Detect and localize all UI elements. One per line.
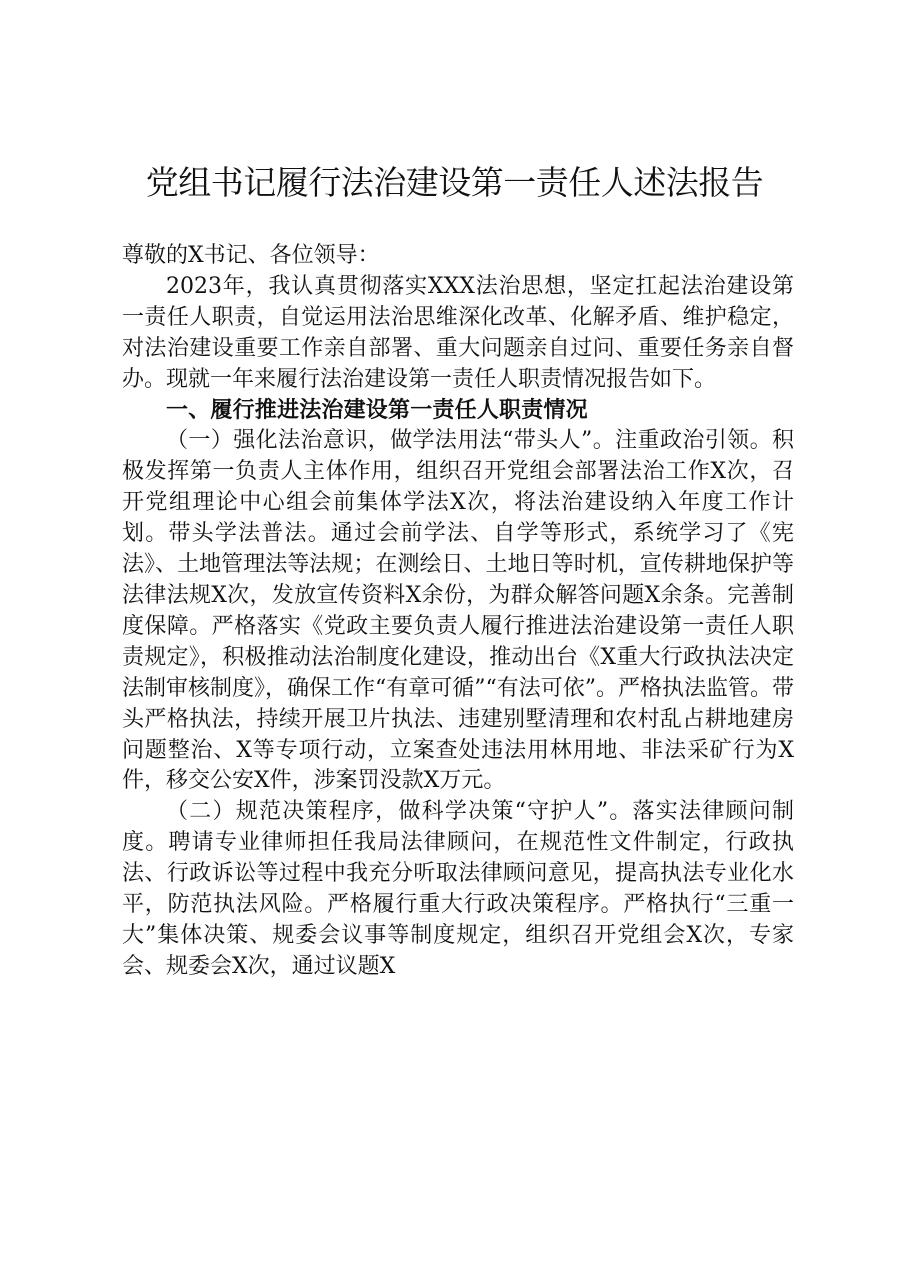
- subsection-paragraph-1: （一）强化法治意识，做学法用法“带头人”。注重政治引领。积极发挥第一负责人主体作用，组织召开党组会部署法治工作X次，召开党组理论中心组会前集体学法X次，将法治建设纳入年度工作计划。带头学法普法。通过会前学法、自学等形式，系统学习了《宪法》、土地管理法等法规；在测绘日、土地日等时机，宣传耕地保护等法律法规X次，发放宣传资料X余份，为群众解答问题X余条。完善制度保障。严格落实《党政主要负责人履行推进法治建设第一责任人职责规定》，积极推动法治制度化建设，推动出台《X重大行政执法决定法制审核制度》，确保工作“有章可循”“有法可依”。严格执法监管。带头严格执法，持续开展卫片执法、违建别墅清理和农村乱占耕地建房问题整治、X等专项行动，立案查处违法用林用地、非法采矿行为X件，移交公安X件，涉案罚没款X万元。: [122, 428, 794, 794]
- section-heading: 一、履行推进法治建设第一责任人职责情况: [166, 397, 588, 423]
- intro-paragraph: 2023年，我认真贯彻落实XXX法治思想，坚定扛起法治建设第一责任人职责，自觉运用法治思维深化改革、化解矛盾、维护稳定，对法治建设重要工作亲自部署、重大问题亲自过问、重要任务亲自督办。现就一年来履行法治建设第一责任人职责情况报告如下。: [122, 273, 794, 392]
- subsection-paragraph-2: （二）规范决策程序，做科学决策“守护人”。落实法律顾问制度。聘请专业律师担任我局法律顾问，在规范性文件制定，行政执法、行政诉讼等过程中我充分听取法律顾问意见，提高执法专业化水平，防范执法风险。严格履行重大行政决策程序。严格执行“三重一大”集体决策、规委会议事等制度规定，组织召开党组会X次，专家会、规委会X次，通过议题X: [122, 799, 794, 979]
- document-title: 党组书记履行法治建设第一责任人述法报告: [145, 163, 764, 202]
- salutation: 尊敬的X书记、各位领导：: [122, 243, 380, 268]
- document-body: [122, 241, 794, 983]
